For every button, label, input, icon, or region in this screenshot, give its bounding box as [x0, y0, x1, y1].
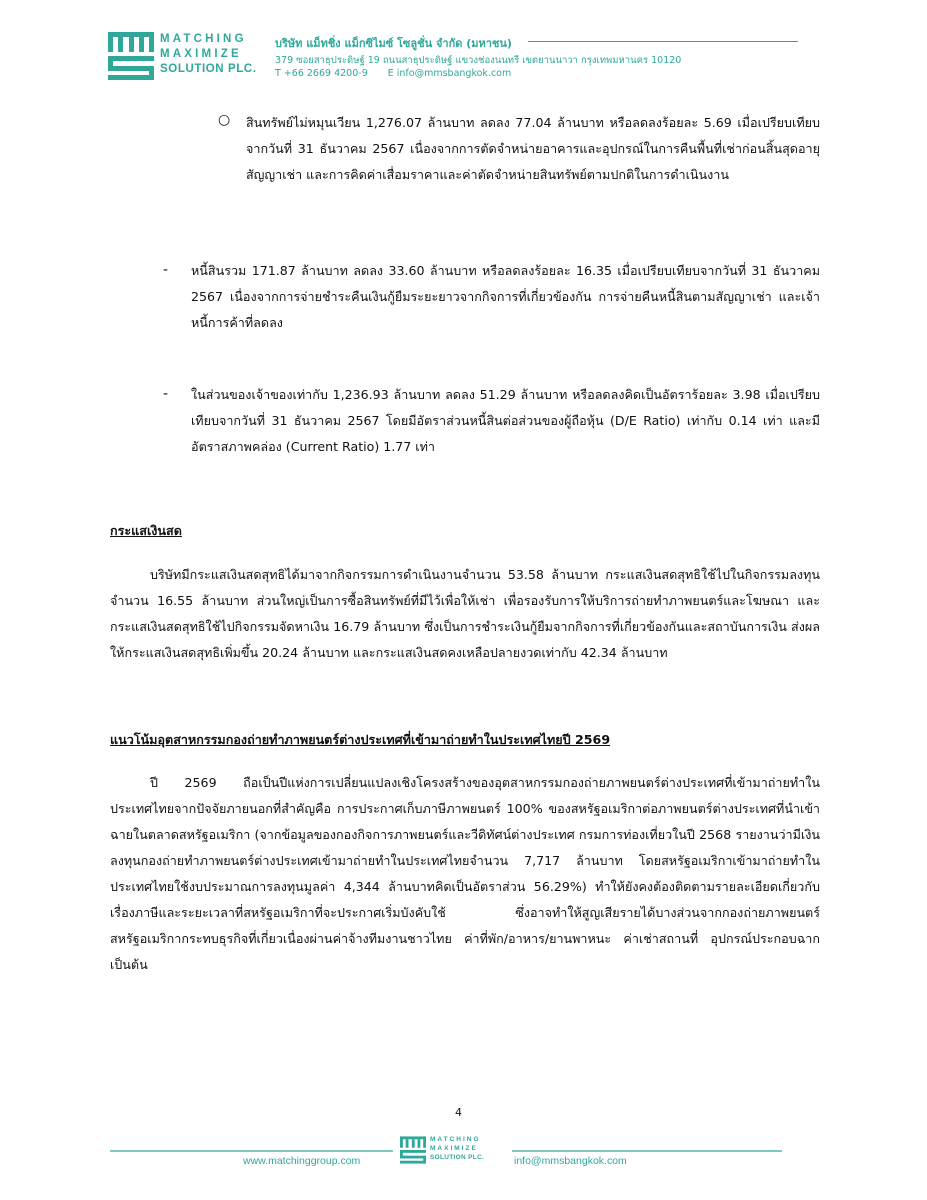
footer-divider-right: [512, 1150, 782, 1152]
page-number: 4: [455, 1106, 462, 1119]
industry-trend-heading: แนวโน้มอุตสาหกรรมกองถ่ายทำภาพยนตร์ต่างประเทศที่เข้ามาถ่ายทำในประเทศไทยปี 2569: [110, 732, 611, 747]
footer-divider-left: [110, 1150, 393, 1152]
cash-flow-paragraph: บริษัทมีกระแสเงินสดสุทธิได้มาจากกิจกรรมการดำเนินงานจำนวน 53.58 ล้านบาท กระแสเงินสดสุทธิใช้ไปในกิจกรรมลงทุนจำนวน 16.55 ล้านบาท ส่วนใหญ่เป็นการซื้อสินทรัพย์ที่มีไว้เพื่อให้เช่า เพื่อรองรับการให้บริการถ่ายทำภาพยนตร์และโฆษณา และกระแสเงินสดสุทธิใช้ไปกิจกรรมจัดหาเงิน 16.79 ล้านบาท ซึ่งเป็นการชำระเงินกู้ยืมจากกิจการที่เกี่ยวข้องกันและสถาบันการเงิน ส่งผลให้กระแสเงินสดสุทธิเพิ่มขึ้น 20.24 ล้านบาท และกระแสเงินสดคงเหลือปลายงวดเท่ากับ 42.34 ล้านบาท: [110, 567, 820, 660]
brand-line: SOLUTION PLC.: [160, 63, 257, 75]
footer-email[interactable]: info@mmsbangkok.com: [514, 1155, 627, 1167]
brand-name: [160, 32, 257, 77]
email: E info@mmsbangkok.com: [387, 68, 512, 79]
contact-line: [275, 68, 531, 79]
dash-bullet-icon: -: [163, 262, 169, 278]
bullet-equity: ในส่วนของเจ้าของเท่ากับ 1,236.93 ล้านบาท ลดลง 51.29 ล้านบาท หรือลดลงคิดเป็นอัตราร้อยละ 3.98 เมื่อเปรียบเทียบจากวันที่ 31 ธันวาคม 2567 โดยมีอัตราส่วนหนี้สินต่อส่วนของผู้ถือหุ้น (D/E Ratio) เท่ากับ 0.14 เท่า และมีอัตราสภาพคล่อง (Current Ratio) 1.77 เท่า: [191, 387, 820, 454]
company-logo-icon: [108, 32, 154, 80]
footer-logo-icon: [400, 1136, 426, 1164]
circle-bullet-icon: ○: [218, 112, 231, 128]
company-name: บริษัท แม็ทชิ่ง แม็กซิไมซ์ โซลูชั่น จำกัด (มหาชน): [275, 37, 512, 50]
bullet-liabilities: หนี้สินรวม 171.87 ล้านบาท ลดลง 33.60 ล้านบาท หรือลดลงร้อยละ 16.35 เมื่อเปรียบเทียบจากวันที่ 31 ธันวาคม 2567 เนื่องจากการจ่ายชำระคืนเงินกู้ยืมระยะยาวจากกิจการที่เกี่ยวข้องกัน การจ่ายคืนหนี้สินตามสัญญาเช่า และเจ้าหนี้การค้าที่ลดลง: [191, 263, 820, 330]
dash-bullet-icon: -: [163, 386, 169, 402]
letterhead: [108, 30, 798, 82]
cash-flow-heading: กระแสเงินสด: [110, 523, 182, 538]
footer-website[interactable]: www.matchinggroup.com: [243, 1155, 361, 1167]
phone: T +66 2669 4200-9: [275, 68, 368, 79]
company-address: 379 ซอยสาธุประดิษฐ์ 19 ถนนสาธุประดิษฐ์ แขวงช่องนนทรี เขตยานนาวา กรุงเทพมหานคร 10120: [275, 55, 682, 66]
brand-line: MATCHING: [430, 1136, 481, 1143]
brand-line: MAXIMIZE: [430, 1145, 478, 1152]
brand-line: MAXIMIZE: [160, 48, 242, 60]
industry-trend-paragraph: ปี 2569 ถือเป็นปีแห่งการเปลี่ยนแปลงเชิงโครงสร้างของอุตสาหกรรมกองถ่ายภาพยนตร์ต่างประเทศที่เข้ามาถ่ายทำในประเทศไทยจากปัจจัยภายนอกที่สำคัญคือ การประกาศเก็บภาษีภาพยนตร์ 100% ของสหรัฐอเมริกาต่อภาพยนตร์ต่างประเทศที่นำเข้าฉายในตลาดสหรัฐอเมริกา (จากข้อมูลของกองกิจการภาพยนตร์และวีดิทัศน์ต่างประเทศ กรมการท่องเที่ยวในปี 2568 รายงานว่ามีเงินลงทุนกองถ่ายทำภาพยนตร์ต่างประเทศเข้ามาถ่ายทำในประเทศไทยจำนวน 7,717 ล้านบาท โดยสหรัฐอเมริกาเข้ามาถ่ายทำในประเทศไทยใช้งบประมาณการลงทุนมูลค่า 4,344 ล้านบาทคิดเป็นอัตราส่วน 56.29%) ทำให้ยังคงต้องติดตามรายละเอียดเกี่ยวกับเรื่องภาษีและระยะเวลาที่สหรัฐอเมริกาที่จะประกาศเริ่มบังคับใช้ ซึ่งอาจทำให้สูญเสียรายได้บางส่วนจากกองถ่ายภาพยนตร์สหรัฐอเมริกากระทบธุรกิจที่เกี่ยวเนื่องผ่านค่าจ้างทีมงานชาวไทย ค่าที่พัก/อาหาร/ยานพาหนะ ค่าเช่าสถานที่ อุปกรณ์ประกอบฉาก เป็นต้น: [110, 775, 820, 972]
sub-bullet-text: สินทรัพย์ไม่หมุนเวียน 1,276.07 ล้านบาท ลดลง 77.04 ล้านบาท หรือลดลงร้อยละ 5.69 เมื่อเปรียบเทียบจากวันที่ 31 ธันวาคม 2567 เนื่องจากการตัดจำหน่ายอาคารและอุปกรณ์ในการคืนพื้นที่เช่าก่อนสิ้นสุดอายุสัญญาเช่า และการคิดค่าเสื่อมราคาและค่าตัดจำหน่ายสินทรัพย์ตามปกติในการดำเนินงาน: [246, 115, 820, 182]
footer-brand: [430, 1135, 484, 1162]
brand-line: SOLUTION PLC.: [430, 1154, 485, 1161]
header-divider: [528, 41, 798, 42]
brand-line: MATCHING: [160, 33, 247, 45]
